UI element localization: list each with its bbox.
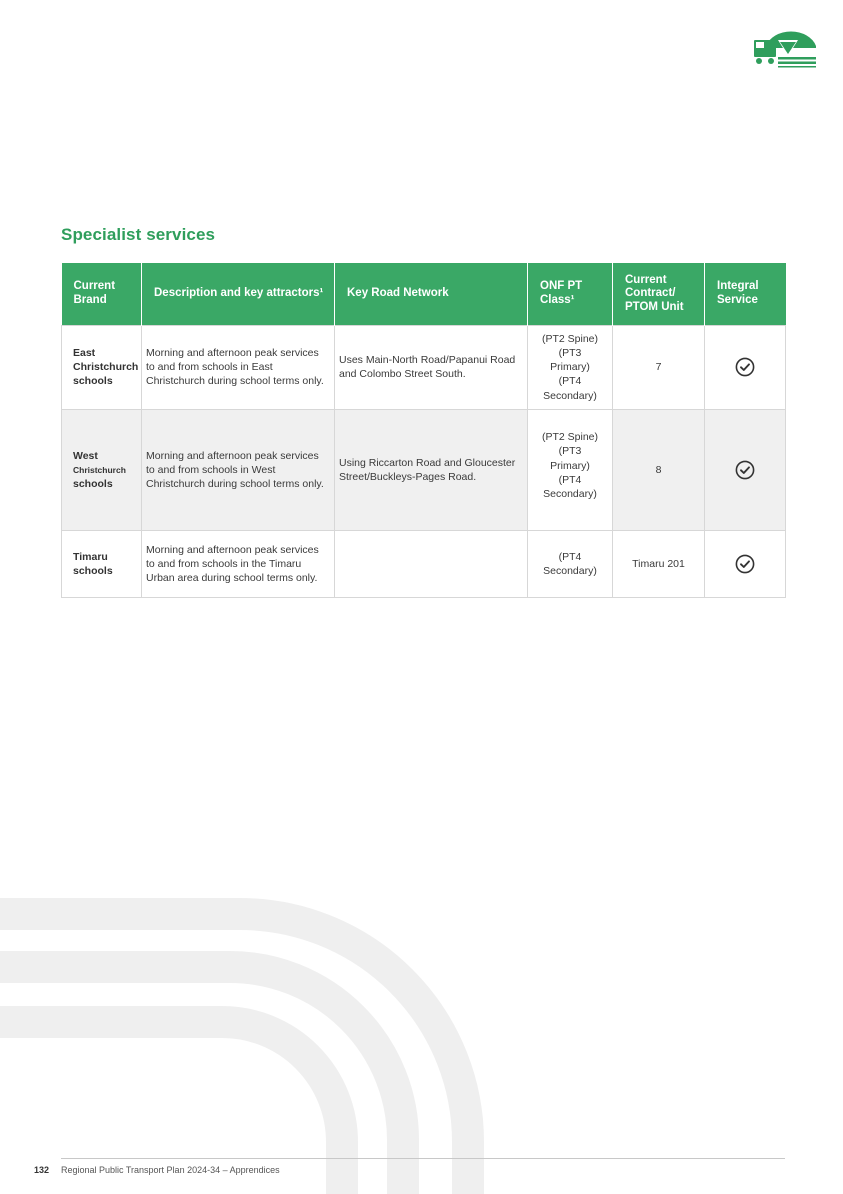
brand-line: West: [73, 449, 98, 462]
table-header-row: [62, 263, 786, 325]
footer-divider: [61, 1158, 785, 1159]
class-line: Secondary): [543, 564, 597, 577]
description-cell: Morning and afternoon peak services to and from schools in East Christchurch during school terms only.: [142, 325, 335, 409]
integral-cell: [705, 530, 786, 597]
integral-cell: [705, 409, 786, 530]
class-line: (PT4: [558, 473, 582, 486]
section-title: Specialist services: [61, 225, 216, 244]
brand-line: Timaru: [73, 550, 108, 563]
header-current-brand: Current Brand: [62, 263, 142, 325]
brand-line: schools: [73, 564, 113, 577]
brand-line: Christchurch: [73, 464, 126, 475]
class-line: Secondary): [543, 488, 597, 501]
description-cell: Morning and afternoon peak services to and from schools in the Timaru Urban area during school terms only.: [142, 530, 335, 597]
bus-train-ferry-logo: [752, 26, 818, 68]
class-line: Primary): [550, 361, 590, 374]
brand-line: schools: [73, 478, 113, 491]
table-row: [62, 530, 786, 597]
check-circle-icon: [735, 357, 755, 377]
header-description: Description and key attractors¹: [142, 263, 335, 325]
class-line: (PT3: [558, 346, 582, 359]
road-cell: Uses Main-North Road/Papanui Road and Colombo Street South.: [335, 325, 528, 409]
specialist-services-table: [61, 263, 786, 598]
integral-cell: [705, 325, 786, 409]
class-cell: [528, 409, 613, 530]
table-row: [62, 325, 786, 409]
header-contract-ptom-unit: Current Contract/ PTOM Unit: [613, 263, 705, 325]
class-line: (PT3: [558, 445, 582, 458]
footer-title: Regional Public Transport Plan 2024-34 – Apprendices: [61, 1165, 280, 1175]
header-integral-service: Integral Service: [705, 263, 786, 325]
brand-line: schools: [73, 375, 113, 388]
contract-cell: 7: [613, 325, 705, 409]
page-number: 132: [34, 1165, 50, 1175]
class-line: (PT4: [558, 375, 582, 388]
brand-line: East: [73, 346, 96, 359]
class-cell: [528, 325, 613, 409]
check-circle-icon: [735, 460, 755, 480]
road-cell: Using Riccarton Road and Gloucester Street/Buckleys-Pages Road.: [335, 409, 528, 530]
class-line: (PT2 Spine): [541, 332, 599, 345]
brand-cell: [62, 409, 142, 530]
check-circle-icon: [735, 554, 755, 574]
class-cell: [528, 530, 613, 597]
description-cell: Morning and afternoon peak services to and from schools in West Christchurch during school terms only.: [142, 409, 335, 530]
contract-cell: 8: [613, 409, 705, 530]
table-row: [62, 409, 786, 530]
brand-cell: [62, 530, 142, 597]
header-key-road-network: Key Road Network: [335, 263, 528, 325]
class-line: Primary): [550, 459, 590, 472]
class-line: (PT4: [558, 550, 582, 563]
class-line: (PT2 Spine): [541, 430, 599, 443]
brand-line: Christchurch: [73, 361, 139, 374]
header-onf-pt-class: ONF PT Class¹: [528, 263, 613, 325]
contract-cell: Timaru 201: [613, 530, 705, 597]
brand-cell: [62, 325, 142, 409]
class-line: Secondary): [543, 389, 597, 402]
road-cell: [335, 530, 528, 597]
